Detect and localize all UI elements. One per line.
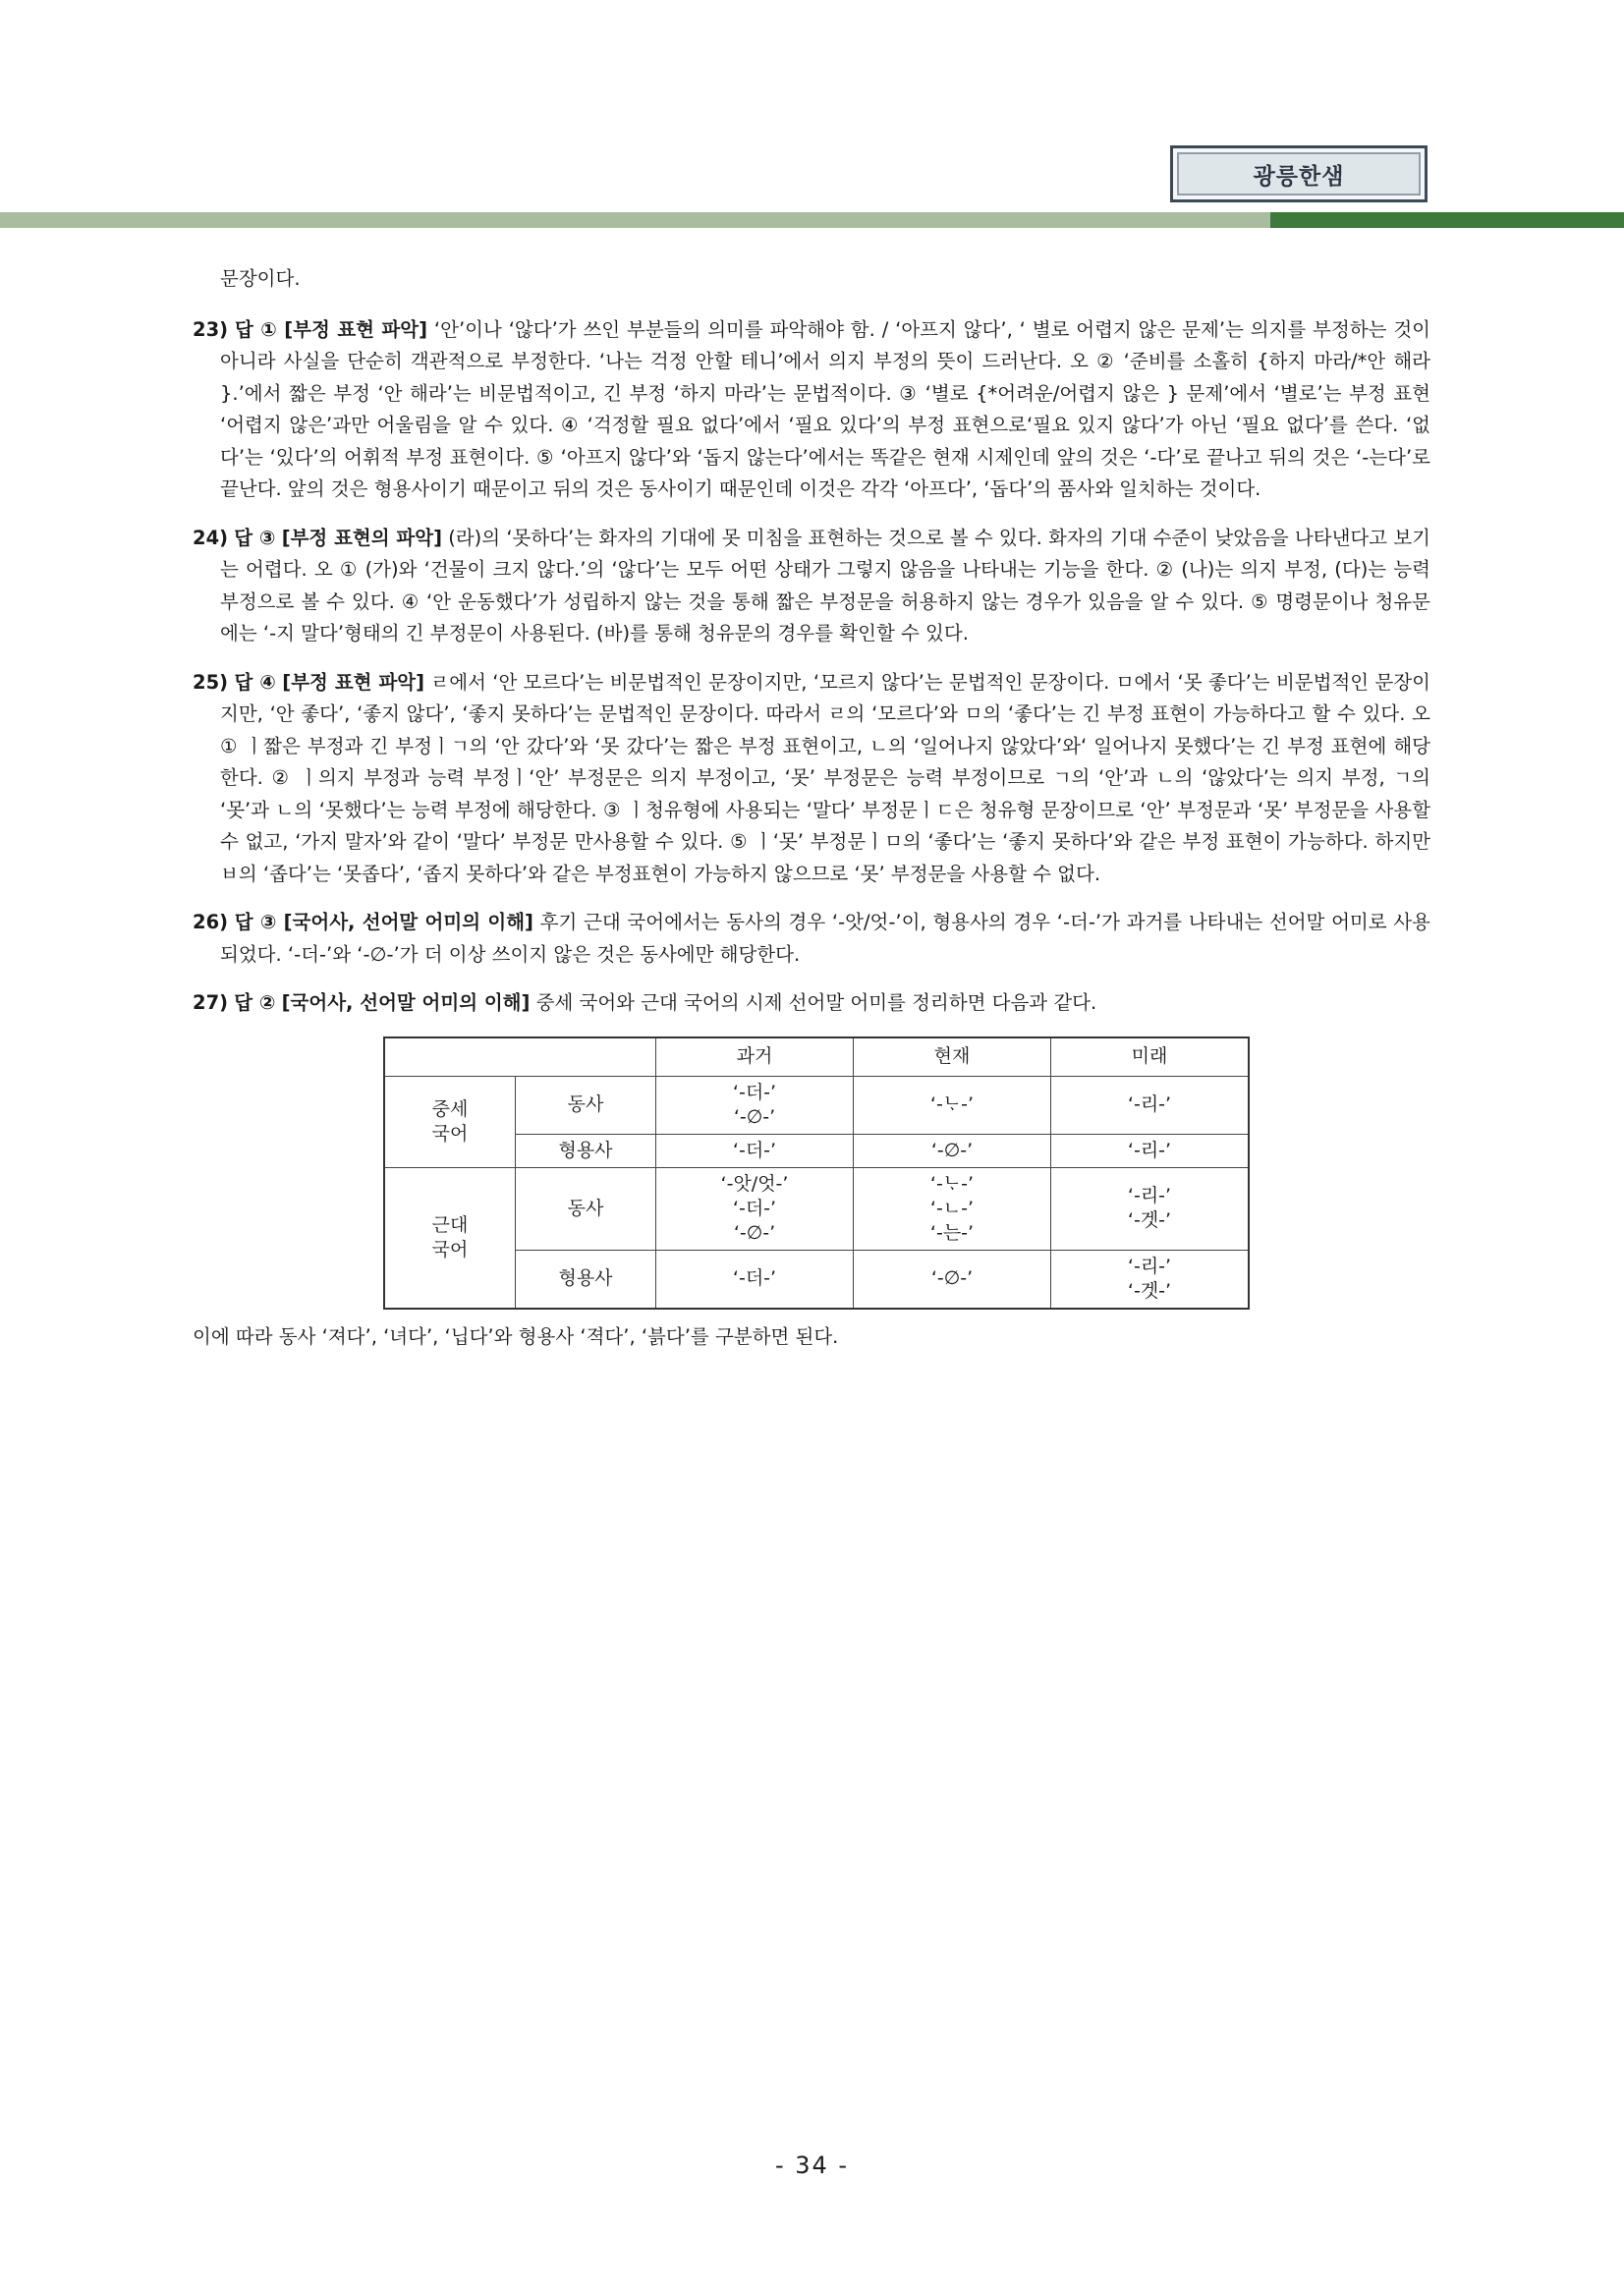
- future-ending-cell: [1051, 1076, 1250, 1134]
- header-badge: 광릉한샘: [1170, 145, 1428, 202]
- era-label-line: 중세: [431, 1097, 469, 1120]
- question-23: [193, 314, 1430, 506]
- question-topic: [부정 표현 파악]: [282, 670, 425, 694]
- question-24: [193, 523, 1430, 650]
- header-past: 과거: [656, 1037, 854, 1077]
- part-of-speech-cell: 형용사: [516, 1134, 656, 1167]
- page-number: - 34 -: [774, 2152, 850, 2179]
- ending-form: ‘-리-’: [1127, 1185, 1172, 1206]
- ending-form: ‘-ㄴ-’: [929, 1197, 975, 1219]
- question-number: 24): [193, 526, 229, 549]
- past-ending-cell: [656, 1076, 854, 1134]
- ending-form: ‘-∅-’: [733, 1221, 776, 1244]
- ending-form: ‘-겟-’: [1127, 1279, 1172, 1302]
- question-text: ‘안’이나 ‘않다’가 쓰인 부분들의 의미를 파악해야 함. / ‘아프지 않다’, ‘ 별로 어렵지 않은 문제’는 의지를 부정하는 것이 아니라 사실을 단순히 객관적으로 부정한다. ‘나는 걱정 안할 테니’에서 의지 부정의 뜻이 드러난다. 오 ② ‘준비를 소홀히 {하지 마라/*안 해라 }.’에서 짧은 부정 ‘안 해라’는 비문법적이고, 긴 부정 ‘하지 마라’는 문법적이다. ③ ‘별로 {*어려운/어렵지 않은 } 문제’에서 ‘별로’는 부정 표현 ‘어렵지 않은’과만 어울림을 알 수 있다. ④ ‘걱정할 필요 없다’에서 ‘필요 있다’의 부정 표현으로‘필요 있지 않다’가 아닌 ‘필요 없다’를 쓴다. ‘없다’는 ‘있다’의 어휘적 부정 표현이다. ⑤ ‘아프지 않다’와 ‘돕지 않는다’에서는 똑같은 현재 시제인데 앞의 것은 ‘-다’로 끝나고 뒤의 것은 ‘-는다’로 끝난다. 앞의 것은 형용사이기 때문이고 뒤의 것은 동사이기 때문인데 이것은 각각 ‘아프다’, ‘돕다’의 품사와 일치하는 것이다.: [220, 317, 1431, 500]
- table-corner-cell: [384, 1037, 656, 1077]
- ending-form: ‘-더-’: [732, 1081, 777, 1103]
- ending-form: ‘-더-’: [732, 1267, 777, 1289]
- ending-form: ‘-∅-’: [733, 1105, 776, 1128]
- ending-form: ‘-ᄂᆞ-’: [929, 1093, 975, 1115]
- ending-form: ‘-는-’: [929, 1221, 975, 1244]
- present-ending-cell: [854, 1134, 1051, 1167]
- question-text: (라)의 ‘못하다’는 화자의 기대에 못 미침을 표현하는 것으로 볼 수 있다. 화자의 기대 수준이 낮았음을 나타낸다고 보기는 어렵다. 오 ① (가)와 ‘건물이 크지 않다.’의 ‘않다’는 모두 어떤 상태가 그렇지 않음을 나타내는 기능을 한다. ② (나)는 의지 부정, (다)는 능력 부정으로 볼 수 있다. ④ ‘안 운동했다’가 성립하지 않는 것을 통해 짧은 부정문을 허용하지 않는 경우가 있음을 알 수 있다. ⑤ 명령문이나 청유문에는 ‘-지 말다’형태의 긴 부정문이 사용된다. (바)를 통해 청유문의 경우를 확인할 수 있다.: [220, 526, 1431, 644]
- question-topic: [부정 표현의 파악]: [281, 526, 442, 549]
- era-cell: [384, 1076, 516, 1167]
- table-row: [384, 1167, 1249, 1250]
- header-future: 미래: [1051, 1037, 1250, 1077]
- answer-label: 답 ②: [234, 991, 276, 1014]
- future-ending-cell: [1051, 1167, 1250, 1250]
- era-label-line: 국어: [431, 1122, 469, 1145]
- ending-form: ‘-ᄂᆞ-’: [929, 1172, 975, 1195]
- tense-ending-table: [383, 1036, 1250, 1310]
- era-label-line: 국어: [431, 1238, 469, 1260]
- past-ending-cell: [656, 1250, 854, 1309]
- era-label-line: 근대: [431, 1213, 469, 1236]
- ending-form: ‘-∅-’: [930, 1267, 974, 1289]
- question-topic: [국어사, 선어말 어미의 이해]: [283, 911, 533, 933]
- page-content: [193, 263, 1430, 1353]
- question-25: [193, 667, 1430, 891]
- ending-form: ‘-더-’: [732, 1197, 777, 1219]
- header-rule-light: [0, 212, 1270, 228]
- answer-label: 답 ③: [234, 526, 276, 549]
- future-ending-cell: [1051, 1134, 1250, 1167]
- question-text: 중세 국어와 근대 국어의 시제 선어말 어미를 정리하면 다음과 같다.: [535, 991, 1097, 1014]
- ending-form: ‘-리-’: [1127, 1255, 1172, 1277]
- question-number: 27): [193, 991, 229, 1014]
- past-ending-cell: [656, 1134, 854, 1167]
- question-topic: [부정 표현 파악]: [284, 317, 428, 341]
- future-ending-cell: [1051, 1250, 1250, 1309]
- question-topic: [국어사, 선어말 어미의 이해]: [281, 991, 531, 1014]
- part-of-speech-cell: 동사: [516, 1167, 656, 1250]
- answer-label: 답 ③: [234, 911, 277, 933]
- ending-form: ‘-앗/엇-’: [720, 1172, 789, 1195]
- question-number: 26): [193, 911, 229, 933]
- continuation-text: 문장이다.: [220, 267, 301, 290]
- era-cell: [384, 1167, 516, 1309]
- present-ending-cell: [854, 1167, 1051, 1250]
- table-row: [384, 1076, 1249, 1134]
- question-text: 후기 근대 국어에서는 동사의 경우 ‘-앗/엇-’이, 형용사의 경우 ‘-더-’가 과거를 나타내는 선어말 어미로 사용되었다. ‘-더-’와 ‘-∅-’가 더 이상 쓰이지 않은 것은 동사에만 해당한다.: [220, 911, 1430, 966]
- part-of-speech-cell: 형용사: [516, 1250, 656, 1309]
- question-text: ㄹ에서 ‘안 모르다’는 비문법적인 문장이지만, ‘모르지 않다’는 문법적인 문장이다. ㅁ에서 ‘못 좋다’는 비문법적인 문장이지만, ‘안 좋다’, ‘좋지 않다’, ‘좋지 못하다’는 문법적인 문장이다. 따라서 ㄹ의 ‘모르다’와 ㅁ의 ‘좋다’는 긴 부정 표현이 가능하다고 할 수 있다. 오 ① ㅣ짧은 부정과 긴 부정ㅣㄱ의 ‘안 갔다’와 ‘못 갔다’는 짧은 부정 표현이고, ㄴ의 ‘일어나지 않았다’와‘ 일어나지 못했다’는 긴 부정 표현에 해당한다. ② ㅣ의지 부정과 능력 부정ㅣ‘안’ 부정문은 의지 부정이고, ‘못’ 부정문은 능력 부정이므로 ㄱ의 ‘안’과 ㄴ의 ‘않았다’는 의지 부정, ㄱ의 ‘못’과 ㄴ의 ‘못했다’는 능력 부정에 해당한다. ③ ㅣ청유형에 사용되는 ‘말다’ 부정문ㅣㄷ은 청유형 문장이므로 ‘안’ 부정문과 ‘못’ 부정문을 사용할 수 없고, ‘가지 말자’와 같이 ‘말다’ 부정문 만사용할 수 있다. ⑤ ㅣ‘못’ 부정문ㅣㅁ의 ‘좋다’는 ‘좋지 못하다’와 같은 부정 표현이 가능하다. 하지만 ㅂ의 ‘좁다’는 ‘못좁다’, ‘좁지 못하다’와 같은 부정표현이 가능하지 않으므로 ‘못’ 부정문을 사용할 수 없다.: [220, 670, 1431, 885]
- closing-text: 이에 따라 동사 ‘져다’, ‘녀다’, ‘닙다’와 형용사 ‘젹다’, ‘븕다’를 구분하면 된다.: [193, 1324, 839, 1348]
- ending-form: ‘-겟-’: [1127, 1209, 1172, 1231]
- question-26: [193, 907, 1430, 971]
- present-ending-cell: [854, 1250, 1051, 1309]
- past-ending-cell: [656, 1167, 854, 1250]
- ending-form: ‘-리-’: [1127, 1139, 1172, 1161]
- question-number: 25): [193, 670, 229, 694]
- header-rule-dark: [1270, 212, 1624, 228]
- ending-form: ‘-더-’: [732, 1139, 777, 1161]
- answer-label: 답 ④: [234, 670, 276, 694]
- part-of-speech-cell: 동사: [516, 1076, 656, 1134]
- table-body: [384, 1076, 1249, 1309]
- ending-form: ‘-리-’: [1127, 1093, 1172, 1115]
- header-present: 현재: [854, 1037, 1051, 1077]
- answer-label: 답 ①: [234, 317, 278, 341]
- question-27: [193, 987, 1430, 1020]
- present-ending-cell: [854, 1076, 1051, 1134]
- question-number: 23): [193, 317, 229, 341]
- ending-form: ‘-∅-’: [930, 1139, 974, 1161]
- table-header-row: [384, 1037, 1249, 1077]
